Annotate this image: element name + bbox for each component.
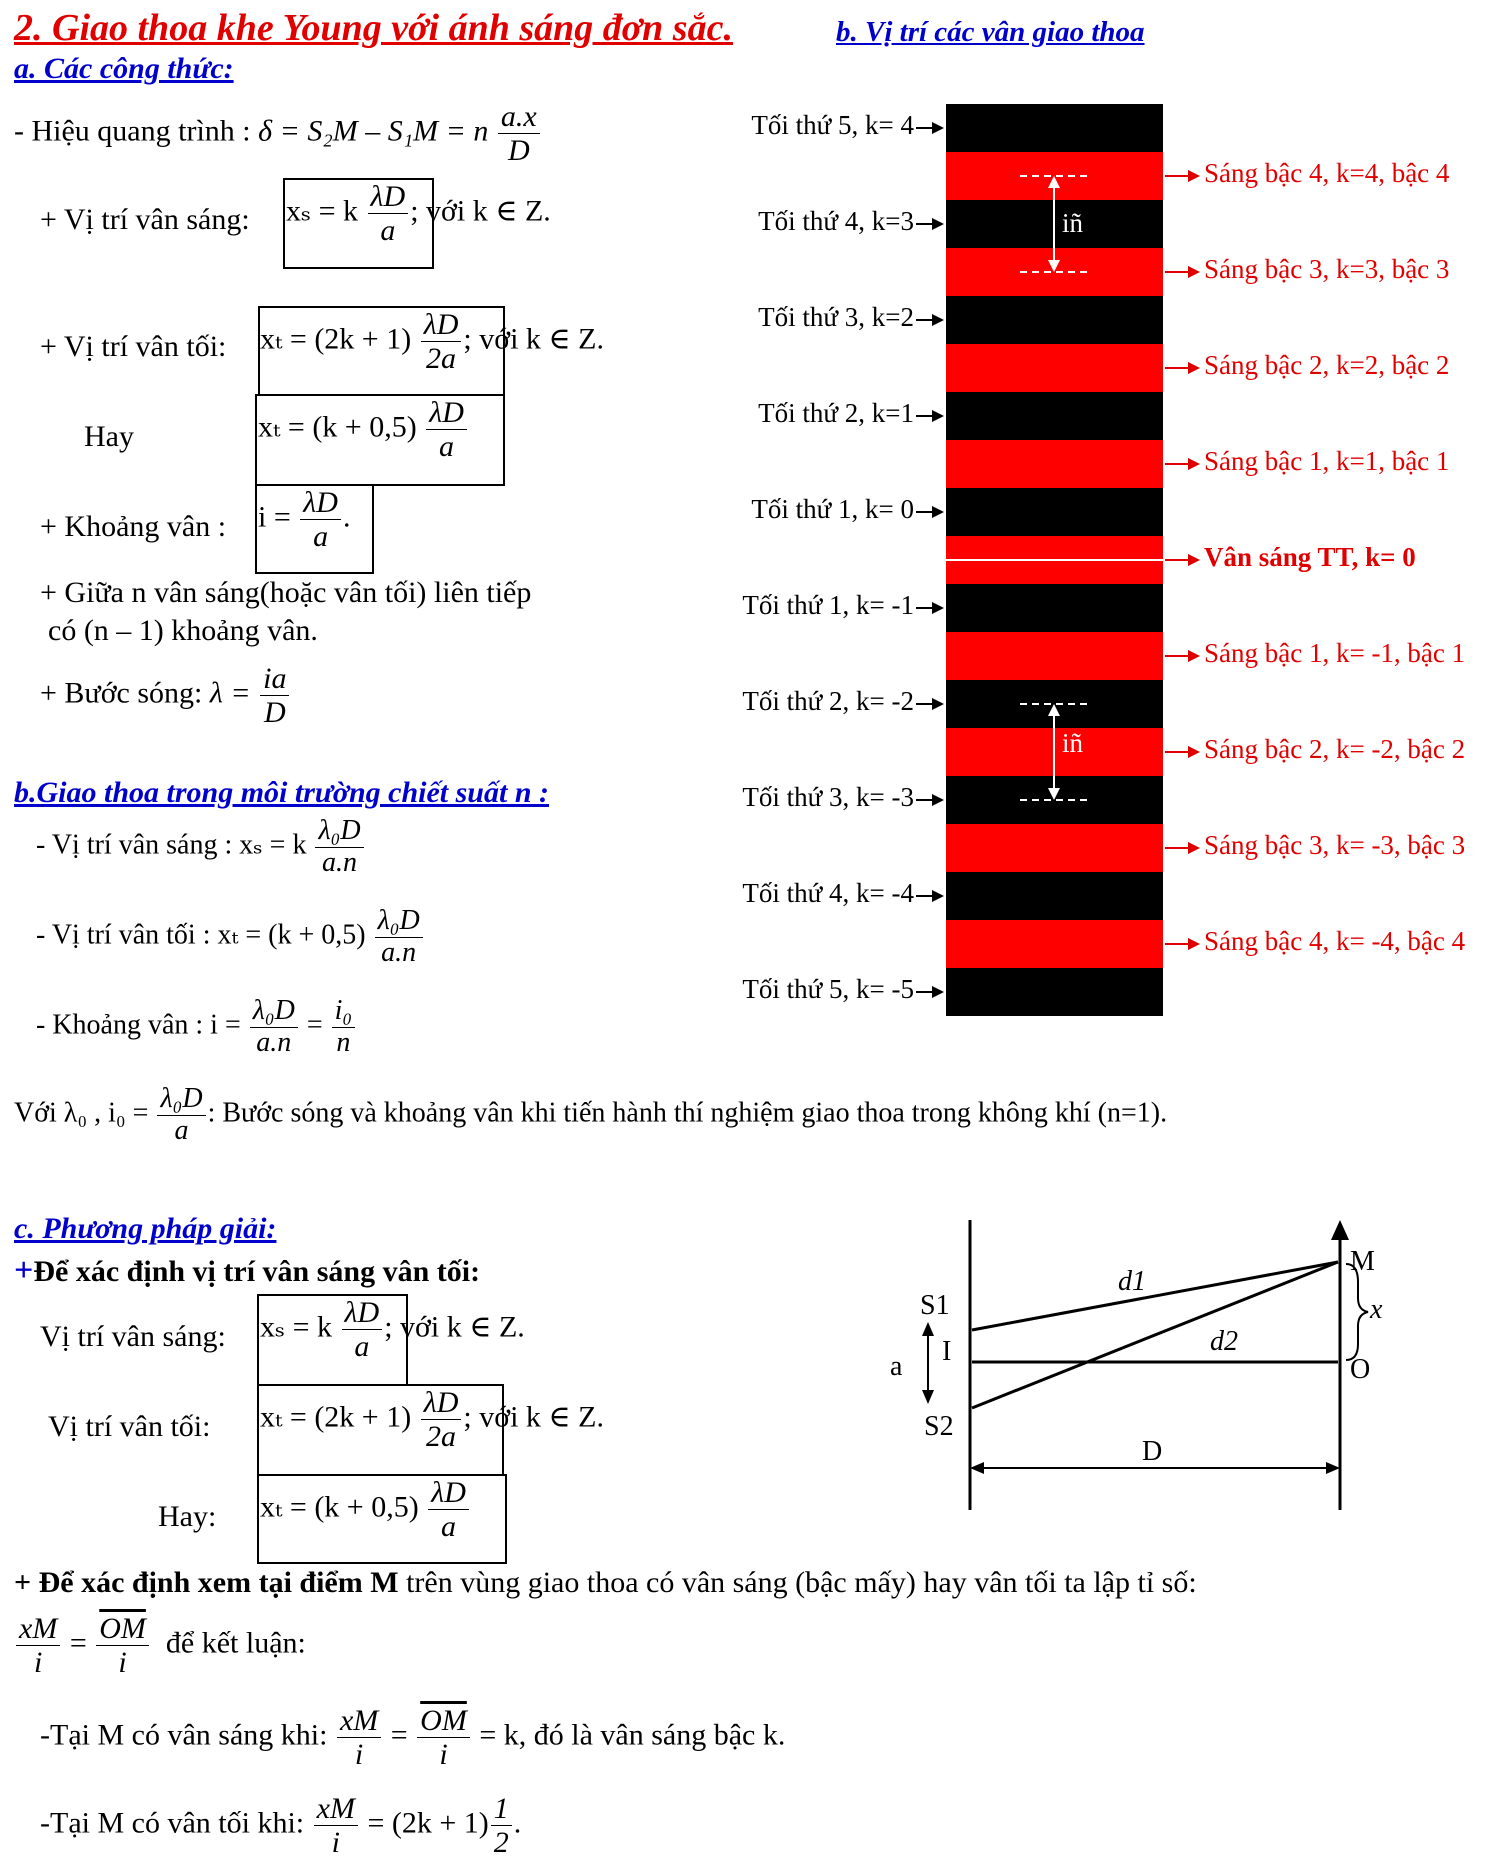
- dark-label-arrow-head: [932, 890, 944, 902]
- dark-fringe: [946, 680, 1163, 728]
- medium-fringe-formula: - Khoảng vân : i = $\frac{\text{λ₀D}}{a.n}$ = $\frac{\text{i₀}}{n}$: [36, 996, 357, 1059]
- medium-note: Với λ₀ , i₀ = $\frac{\text{λ₀D}}{a}$ : Bước sóng và khoảng vân khi tiến hành thí nghiệm giao thoa trong không khí (n=1).: [14, 1083, 1168, 1146]
- dark-formula: xₜ = (2k + 1) $\frac{\lambda D}{2a}$ ; với k ∈ Z.: [260, 308, 604, 375]
- bright-fringe-label: Sáng bậc 2, k=2, bậc 2: [1204, 350, 1450, 380]
- bright-label-arrow-head: [1188, 554, 1200, 566]
- bright-fringe: [946, 152, 1163, 200]
- dark-alt-label: Hay: [84, 420, 134, 453]
- section-a-heading: a. Các công thức:: [14, 52, 234, 85]
- path-difference-formula: - Hiệu quang trình : δ = S₂M – S₁M = n $\frac{a.x}{D}$: [14, 100, 542, 167]
- dark-label-arrow-head: [932, 794, 944, 806]
- fringe-marker-lower: iñ: [1062, 728, 1084, 758]
- path-d1: [972, 1262, 1338, 1330]
- c-dark-label: Vị trí vân tối:: [48, 1410, 211, 1443]
- dark-label-arrow-head: [932, 314, 944, 326]
- path-d2: [972, 1262, 1338, 1408]
- screen-arrow-head: [1331, 1220, 1349, 1240]
- dark-label-arrow-head: [932, 602, 944, 614]
- dark-fringe-label: Tối thứ 2, k=1: [758, 398, 914, 428]
- dark-alt-formula: xₜ = (k + 0,5) $\frac{\lambda D}{a}$: [258, 396, 469, 463]
- dark-fringe: [946, 104, 1163, 152]
- dark-fringe-label: Tối thứ 2, k= -2: [742, 686, 914, 716]
- dark-fringe: [946, 296, 1163, 344]
- section-c-sub2: + Để xác định xem tại điểm M trên vùng giao thoa có vân sáng (bậc mấy) hay vân tối ta lập tỉ số:: [14, 1566, 1197, 1599]
- bright-label-arrow-head: [1188, 362, 1200, 374]
- bright-label-arrow-head: [1188, 266, 1200, 278]
- label-a: a: [890, 1351, 903, 1382]
- bright-fringe: [946, 440, 1163, 488]
- cond-bright: -Tại M có vân sáng khi: $\frac{xM}{i}$ = $\frac{\overline{OM}}{i}$ = k, đó là vân sáng bậc k.: [40, 1704, 786, 1771]
- bright-label-arrow-head: [1188, 170, 1200, 182]
- dark-fringe-label: Tối thứ 5, k= 4: [751, 110, 914, 140]
- bright-label-arrow-head: [1188, 938, 1200, 950]
- dark-fringe: [946, 392, 1163, 440]
- dark-fringe-label: Tối thứ 3, k= -3: [742, 782, 914, 812]
- label-m: M: [1350, 1246, 1375, 1277]
- bright-fringe-label: Sáng bậc 4, k=4, bậc 4: [1204, 158, 1450, 188]
- fringe-marker-upper: iñ: [1062, 208, 1084, 238]
- dark-label-arrow-head: [932, 506, 944, 518]
- bright-formula: xₛ = k $\frac{\lambda D}{a}$ ; với k ∈ Z.: [286, 180, 551, 247]
- section-c-sub1: +Để xác định vị trí vân sáng vân tối:: [14, 1252, 481, 1289]
- ratio-expression: $\frac{xM}{i}$ = $\frac{\overline{OM}}{i}$ để kết luận:: [14, 1612, 306, 1679]
- medium-dark-formula: - Vị trí vân tối : xₜ = (k + 0,5) $\frac{\text{λ₀D}}{a.n}$: [36, 906, 425, 969]
- dark-fringe-label: Tối thứ 4, k= -4: [742, 878, 914, 908]
- dark-position-label: + Vị trí vân tối:: [40, 330, 227, 363]
- bright-fringe: [946, 728, 1163, 776]
- bright-label-arrow-head: [1188, 650, 1200, 662]
- bright-fringe: [946, 824, 1163, 872]
- dark-fringe: [946, 776, 1163, 824]
- dark-fringe: [946, 872, 1163, 920]
- fringe-spacing-label: + Khoảng vân :: [40, 510, 227, 543]
- label-D: D: [1142, 1436, 1163, 1467]
- medium-bright-formula: - Vị trí vân sáng : xₛ = k $\frac{\text{λ₀D}}{a.n}$: [36, 816, 366, 879]
- section-c-heading: c. Phương pháp giải:: [14, 1212, 277, 1245]
- dark-label-arrow-head: [932, 698, 944, 710]
- bright-fringe-label: Sáng bậc 3, k=3, bậc 3: [1204, 254, 1450, 284]
- label-x: x: [1370, 1294, 1383, 1325]
- fringe-pattern: [946, 104, 1163, 1016]
- label-s1: S1: [920, 1290, 950, 1321]
- between-fringes-line2: có (n – 1) khoảng vân.: [48, 614, 318, 647]
- dark-fringe: [946, 488, 1163, 536]
- page-title: 2. Giao thoa khe Young với ánh sáng đơn sắc.: [14, 7, 733, 49]
- label-d2: d2: [1210, 1326, 1238, 1357]
- x-brace: [1346, 1264, 1368, 1360]
- dark-fringe-label: Tối thứ 4, k=3: [758, 206, 914, 236]
- dark-label-arrow-head: [932, 218, 944, 230]
- dark-fringe: [946, 200, 1163, 248]
- label-i: I: [942, 1336, 952, 1367]
- dark-fringe: [946, 968, 1163, 1016]
- label-d1: d1: [1118, 1266, 1146, 1297]
- dark-fringe: [946, 584, 1163, 632]
- bright-label-arrow-head: [1188, 458, 1200, 470]
- c-dark-alt-label: Hay:: [158, 1500, 217, 1533]
- section-b-medium-heading: b.Giao thoa trong môi trường chiết suất n :: [14, 776, 550, 809]
- young-diagram: [880, 1210, 1480, 1570]
- bright-fringe: [946, 344, 1163, 392]
- c-bright-formula: xₛ = k $\frac{\lambda D}{a}$ ; với k ∈ Z.: [260, 1296, 525, 1363]
- c-dark-alt-formula: xₜ = (k + 0,5) $\frac{\lambda D}{a}$: [260, 1476, 471, 1543]
- dark-fringe-label: Tối thứ 5, k= -5: [742, 974, 914, 1004]
- dark-label-arrow-head: [932, 122, 944, 134]
- bright-fringe-label: Sáng bậc 1, k=1, bậc 1: [1204, 446, 1450, 476]
- bright-position-label: + Vị trí vân sáng:: [40, 203, 250, 236]
- label-o: O: [1350, 1354, 1371, 1385]
- bright-fringe-label: Sáng bậc 2, k= -2, bậc 2: [1204, 734, 1466, 764]
- central-bright-label: Vân sáng TT, k= 0: [1204, 542, 1416, 572]
- dark-fringe-label: Tối thứ 1, k= -1: [742, 590, 914, 620]
- between-fringes-line1: + Giữa n vân sáng(hoặc vân tối) liên tiếp: [40, 576, 532, 609]
- wavelength-formula: + Bước sóng: λ = $\frac{ia}{D}$: [40, 662, 291, 729]
- c-bright-label: Vị trí vân sáng:: [40, 1320, 226, 1353]
- fringe-spacing-formula: i = $\frac{\lambda D}{a}$ .: [258, 486, 351, 553]
- label-s2: S2: [924, 1411, 954, 1442]
- bright-label-arrow-head: [1188, 842, 1200, 854]
- bright-label-arrow-head: [1188, 746, 1200, 758]
- dark-label-arrow-head: [932, 410, 944, 422]
- dark-label-arrow-head: [932, 986, 944, 998]
- bright-fringe-label: Sáng bậc 1, k= -1, bậc 1: [1204, 638, 1466, 668]
- bright-fringe: [946, 920, 1163, 968]
- c-dark-formula: xₜ = (2k + 1) $\frac{\lambda D}{2a}$ ; với k ∈ Z.: [260, 1386, 604, 1453]
- bright-fringe: [946, 248, 1163, 296]
- dark-fringe-label: Tối thứ 1, k= 0: [751, 494, 914, 524]
- bright-fringe: [946, 632, 1163, 680]
- bright-fringe-label: Sáng bậc 3, k= -3, bậc 3: [1204, 830, 1466, 860]
- section-b-positions-heading: b. Vị trí các vân giao thoa: [836, 16, 1145, 48]
- bright-fringe-label: Sáng bậc 4, k= -4, bậc 4: [1204, 926, 1466, 956]
- dark-fringe-label: Tối thứ 3, k=2: [758, 302, 914, 332]
- central-fringe-line: [946, 559, 1163, 561]
- cond-dark: -Tại M có vân tối khi: $\frac{xM}{i}$ = (2k + 1) $\frac{1}{2}$ .: [40, 1792, 522, 1859]
